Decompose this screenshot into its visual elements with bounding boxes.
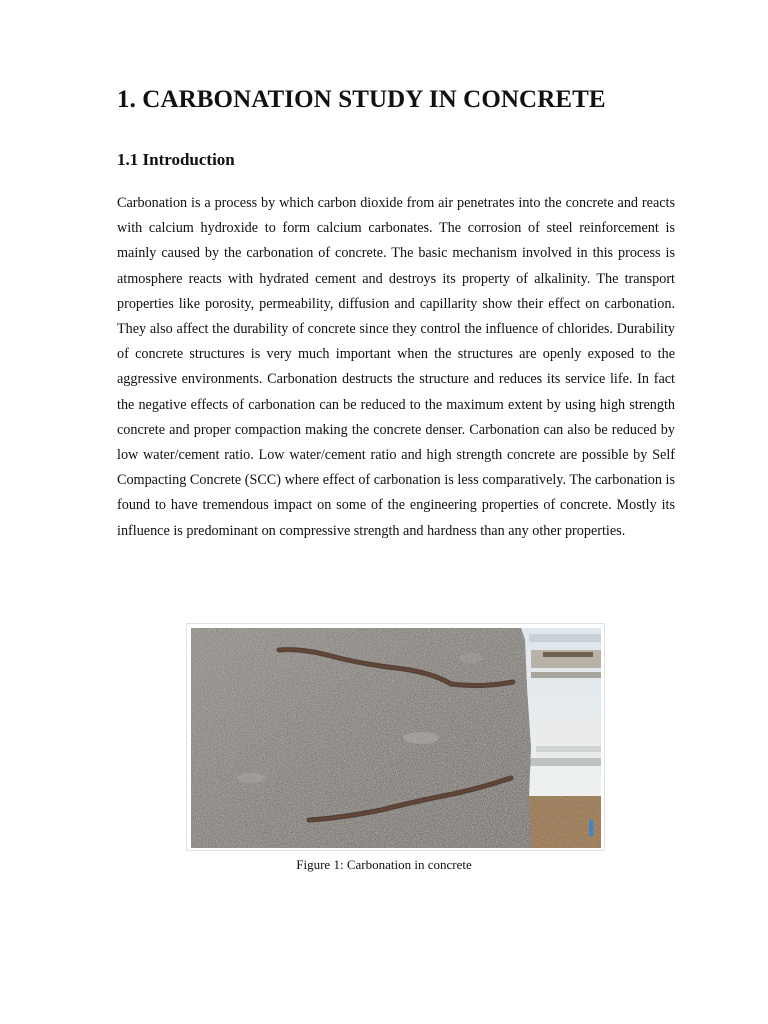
concrete-photo-image — [191, 628, 601, 848]
chapter-title: 1. CARBONATION STUDY IN CONCRETE — [117, 86, 606, 113]
figure-carbonation-photo — [186, 623, 605, 851]
section-title: 1.1 Introduction — [117, 150, 235, 169]
body-paragraph: Carbonation is a process by which carbon dioxide from air penetrates into the concrete and reacts with calcium hydroxide to form calcium carbonates. The corrosion of steel reinforcement is mainly caused by the carbonation of concrete. The basic mechanism involved in this process is atmosphere reacts with hydrated cement and destroys its property of alkalinity. The transport properties like porosity, permeability, diffusion and capillarity show their effect on carbonation. They also affect the durability of concrete since they control the influence of chlorides. Durability of concrete structures is very much important when the structures are openly exposed to the aggressive environments. Carbonation destructs the structure and reduces its service life. In fact the negative effects of carbonation can be reduced to the maximum extent by using high strength concrete and proper compaction making the concrete denser. Carbonation can also be reduced by low water/cement ratio. Low water/cement ratio and high strength concrete are possible by Self Compacting Concrete (SCC) where effect of carbonation is less comparatively. The carbonation is found to have tremendous impact on some of the engineering properties of concrete. Mostly its influence is predominant on compressive strength and hardness than any other properties. — [117, 195, 675, 539]
figure-caption: Figure 1: Carbonation in concrete — [296, 857, 472, 872]
